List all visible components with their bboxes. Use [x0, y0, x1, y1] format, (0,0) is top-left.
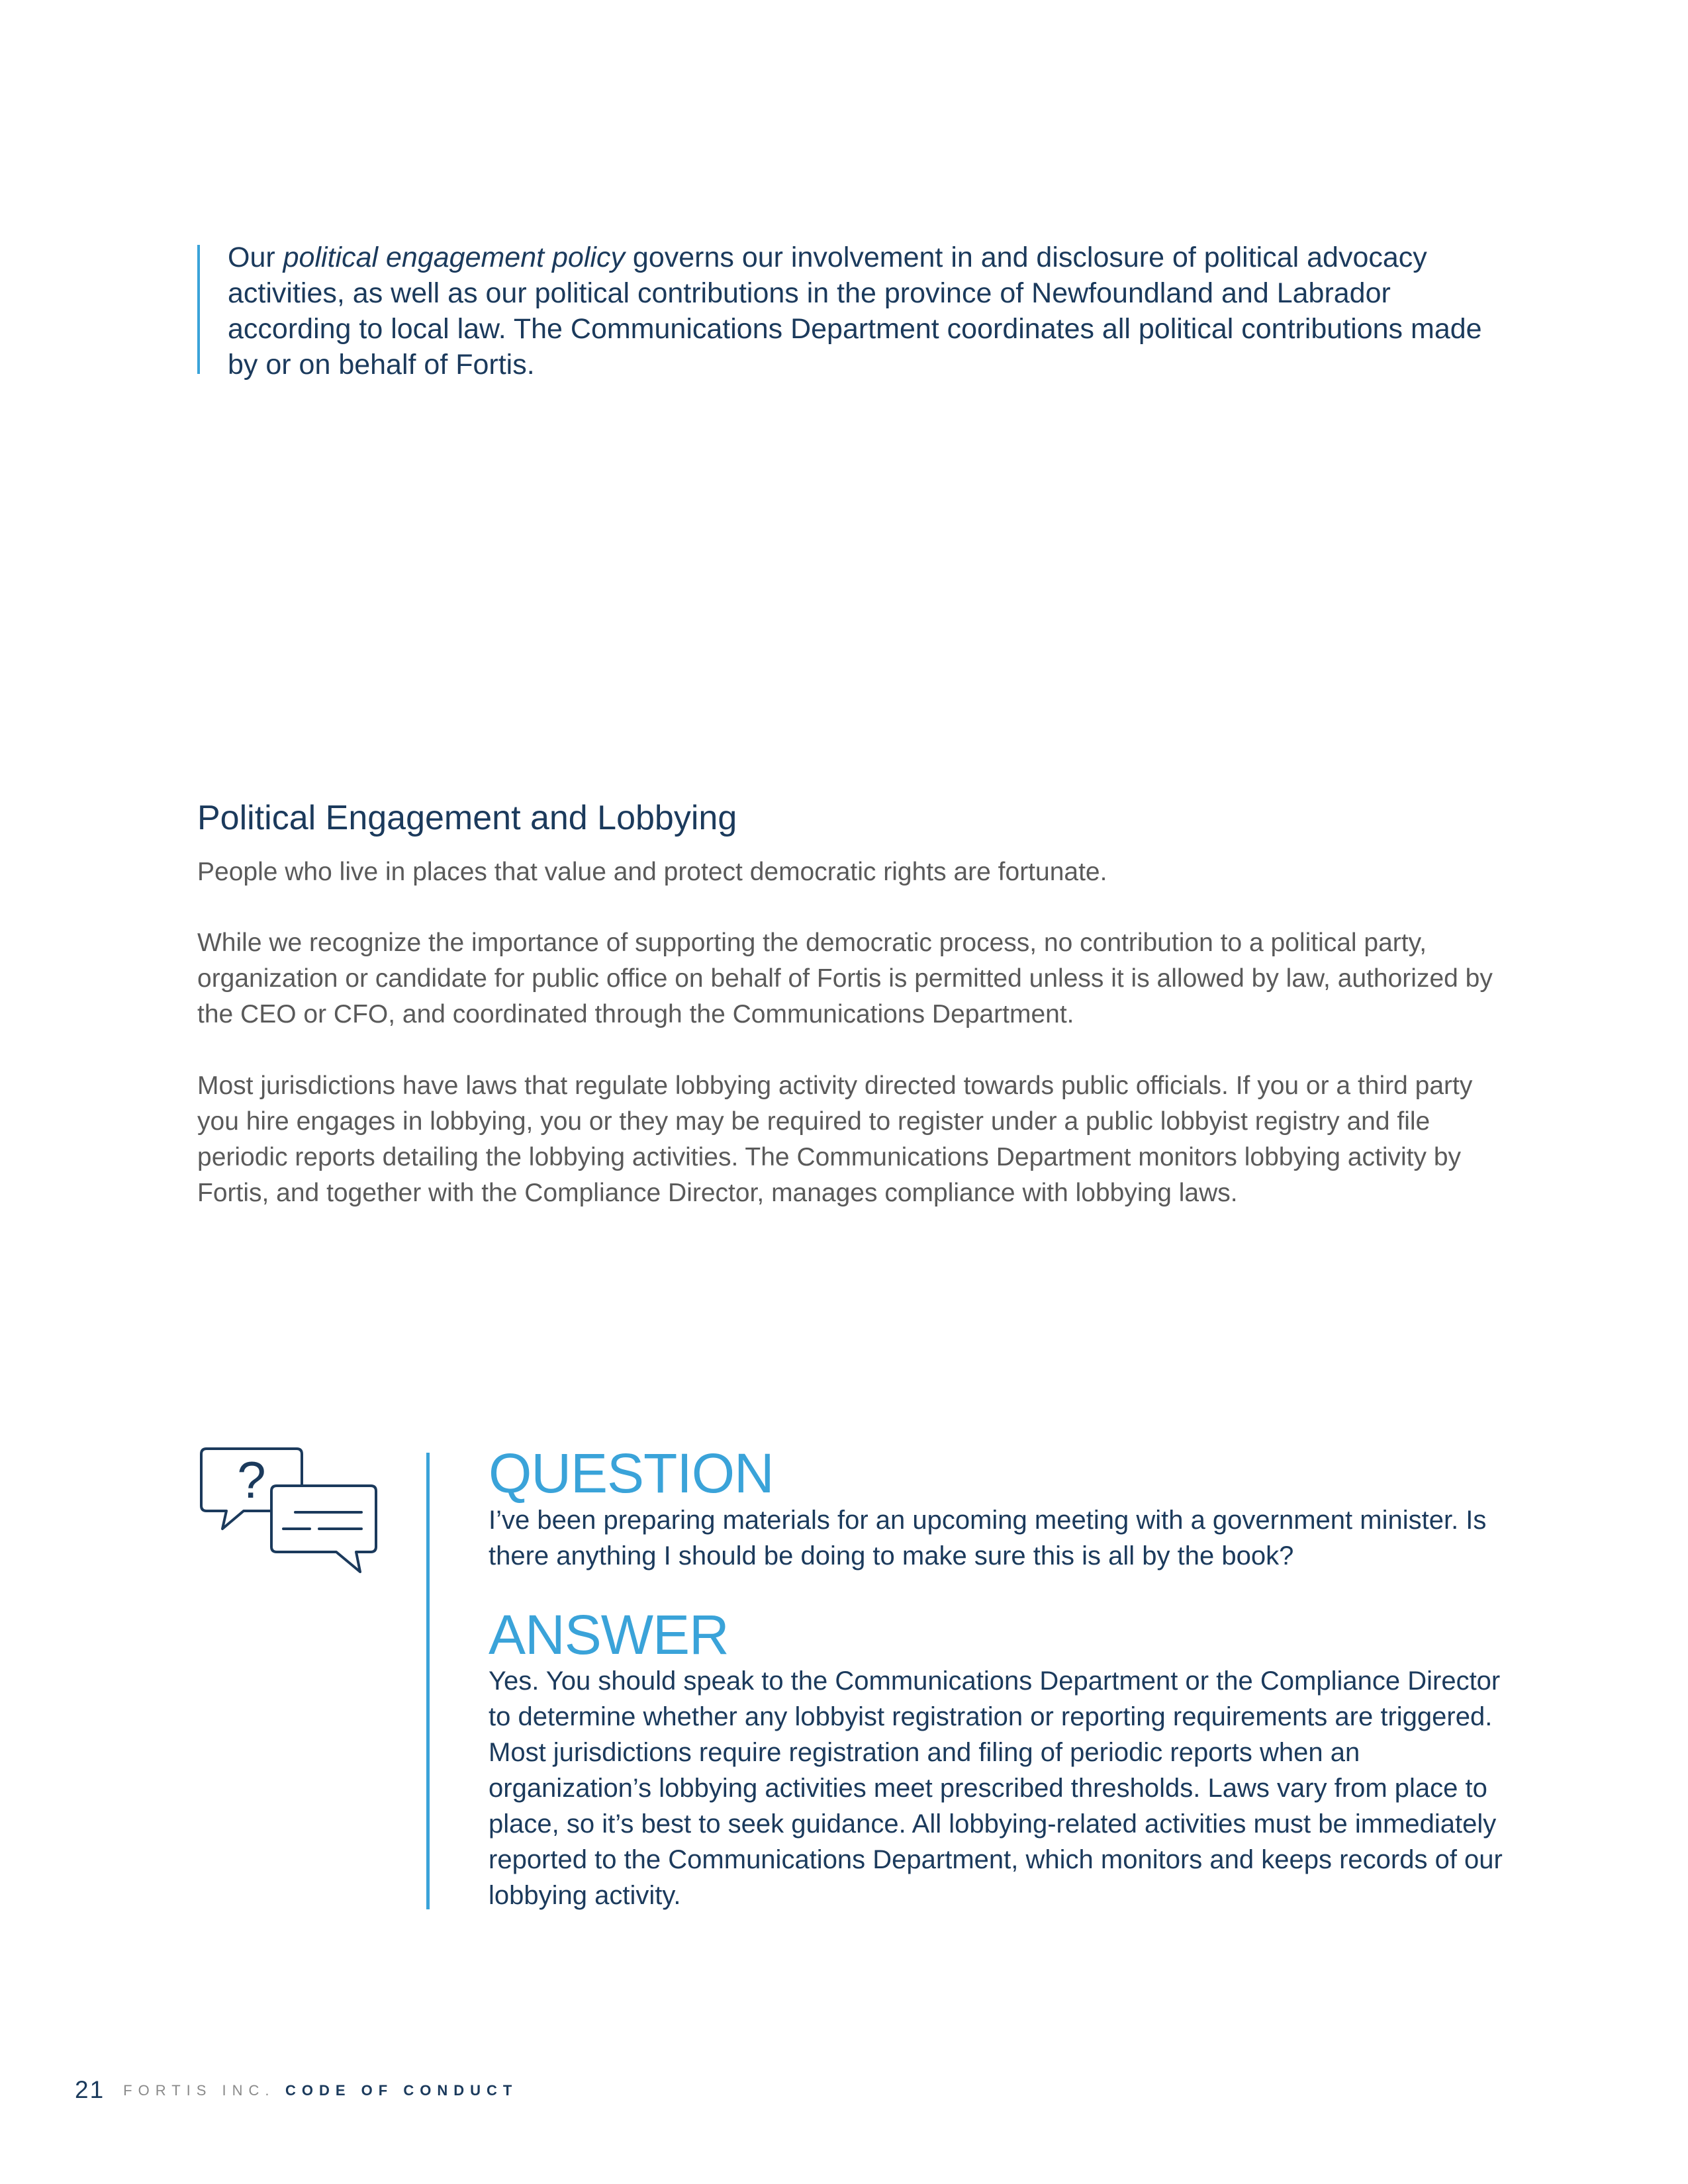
callout-text — [228, 240, 1499, 383]
question-chat-icon — [197, 1446, 379, 1582]
answer-text: Yes. You should speak to the Communications Department or the Compliance Director to determine whether any lobbyist registration or reporting requirements are triggered. Most jurisdictions require registration and filing of periodic reports when an organization’s lobbying activities meet prescribed thresholds. Laws vary from place to place, so it’s best to seek guidance. All lobbying-related activities must be immediately reported to the Communications Department, which monitors and keeps records of our lobbying activity. — [489, 1666, 1503, 1910]
body-paragraph-1: People who live in places that value and protect democratic rights are fortunate. — [197, 858, 1107, 886]
page-footer — [75, 2077, 518, 2103]
question-title: QUESTION — [489, 1442, 774, 1504]
page-number: 21 — [75, 2076, 105, 2103]
callout-prefix: Our — [228, 242, 283, 273]
policy-callout — [197, 242, 1497, 381]
question-text: I’ve been preparing materials for an upcoming meeting with a government minister. Is there anything I should be doing to make sure this is all by the book? — [489, 1506, 1487, 1570]
qa-divider — [426, 1453, 430, 1909]
question-mark-glyph: ? — [237, 1451, 266, 1509]
body-paragraph-3: Most jurisdictions have laws that regulate lobbying activity directed towards public officials. If you or a third party you hire engages in lobbying, you or they may be required to register under a public lobbyist registry and file periodic reports detailing the lobbying activities. The Communications Department monitors lobbying activity by Fortis, and together with the Compliance Director, manages compliance with lobbying laws. — [197, 1071, 1473, 1207]
callout-rest: governs our involvement in and disclosure of political advocacy activities, as well as our political contributions in the province of Newfoundland and Labrador according to local law. The Communications Department coordinates all political contributions made by or on behalf of Fortis. — [228, 242, 1482, 381]
footer-document-title: CODE OF CONDUCT — [285, 2082, 518, 2099]
body-paragraph-2: While we recognize the importance of supporting the democratic process, no contribution to a political party, organization or candidate for public office on behalf of Fortis is permitted unless it is allowed by law, authorized by the CEO or CFO, and coordinated through the Communications Department. — [197, 929, 1493, 1028]
answer-title: ANSWER — [489, 1604, 729, 1666]
section-heading: Political Engagement and Lobbying — [197, 799, 737, 837]
policy-link-text: political engagement policy — [283, 242, 625, 273]
footer-company: FORTIS INC. — [123, 2082, 275, 2099]
